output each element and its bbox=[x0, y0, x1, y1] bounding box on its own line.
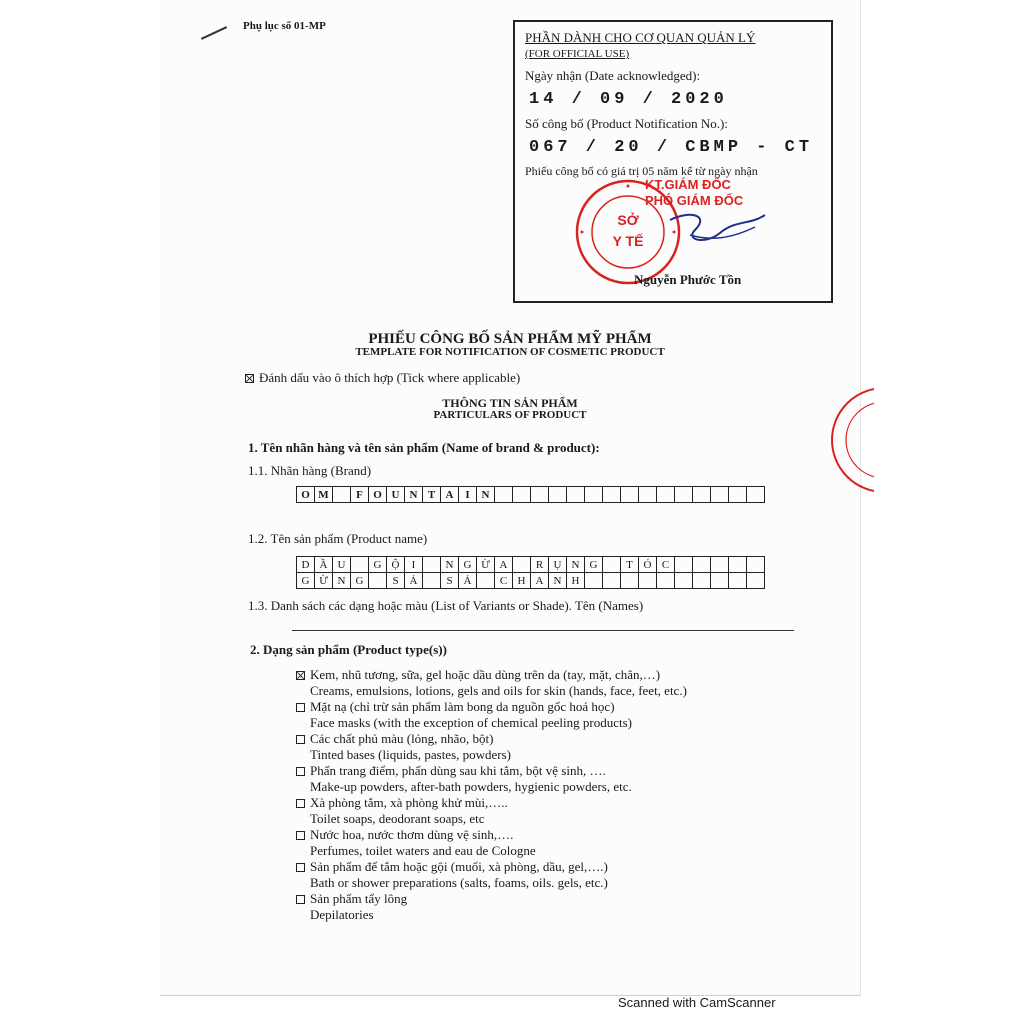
letter-cell[interactable]: N bbox=[333, 573, 351, 589]
letter-cell[interactable]: Ừ bbox=[477, 557, 495, 573]
letter-cell[interactable]: I bbox=[459, 487, 477, 503]
option-label-en: Bath or shower preparations (salts, foams, oils. gels, etc.) bbox=[310, 875, 608, 890]
letter-cell[interactable] bbox=[585, 573, 603, 589]
letter-cell[interactable]: G bbox=[369, 557, 387, 573]
letter-cell[interactable]: N bbox=[405, 487, 423, 503]
letter-cell[interactable]: G bbox=[459, 557, 477, 573]
letter-cell[interactable] bbox=[747, 557, 765, 573]
letter-cell[interactable]: I bbox=[405, 557, 423, 573]
checkbox-icon[interactable] bbox=[296, 703, 305, 712]
section-title: THÔNG TIN SẢN PHẨM bbox=[442, 396, 578, 410]
letter-cell[interactable]: H bbox=[567, 573, 585, 589]
checkbox-icon[interactable] bbox=[296, 799, 305, 808]
letter-cell[interactable]: O bbox=[369, 487, 387, 503]
product-type-option[interactable] bbox=[296, 699, 615, 715]
product-label: 1.2. Tên sản phẩm (Product name) bbox=[248, 531, 428, 546]
notification-label: Số công bố (Product Notification No.): bbox=[525, 116, 728, 131]
checked-box-icon bbox=[245, 374, 254, 383]
option-label-en: Perfumes, toilet waters and eau de Cologne bbox=[310, 843, 536, 858]
letter-cell[interactable] bbox=[513, 557, 531, 573]
product-type-option[interactable] bbox=[296, 731, 493, 747]
option-label-vi: Sản phẩm tẩy lông bbox=[310, 891, 408, 906]
letter-cell[interactable]: A bbox=[495, 557, 513, 573]
date-value: 14 / 09 / 2020 bbox=[529, 90, 728, 109]
letter-cell[interactable]: H bbox=[513, 573, 531, 589]
letter-cell[interactable]: Ầ bbox=[315, 557, 333, 573]
product-type-option[interactable] bbox=[296, 795, 508, 811]
letter-cell[interactable]: Ả bbox=[459, 573, 477, 589]
product-grid[interactable] bbox=[296, 556, 765, 589]
letter-cell[interactable] bbox=[351, 557, 369, 573]
product-type-option[interactable] bbox=[296, 859, 608, 875]
letter-cell[interactable]: Ó bbox=[639, 557, 657, 573]
option-label-vi: Xà phòng tắm, xà phòng khử mùi,….. bbox=[310, 795, 508, 810]
letter-cell[interactable] bbox=[693, 557, 711, 573]
option-label-en: Make-up powders, after-bath powders, hygienic powders, etc. bbox=[310, 779, 632, 794]
letter-cell[interactable] bbox=[585, 487, 603, 503]
signer-name: Nguyễn Phước Tồn bbox=[634, 272, 742, 287]
option-label-en: Toilet soaps, deodorant soaps, etc bbox=[310, 811, 485, 826]
letter-cell[interactable] bbox=[711, 557, 729, 573]
letter-cell[interactable] bbox=[603, 573, 621, 589]
signatory-title-2: PHÓ GIÁM ĐỐC bbox=[645, 193, 744, 208]
checkbox-icon[interactable] bbox=[296, 735, 305, 744]
letter-cell[interactable] bbox=[333, 487, 351, 503]
letter-cell[interactable] bbox=[675, 557, 693, 573]
letter-cell[interactable] bbox=[711, 487, 729, 503]
option-label-en: Face masks (with the exception of chemical peeling products) bbox=[310, 715, 633, 730]
checkbox-icon[interactable] bbox=[296, 831, 305, 840]
official-header-en: (FOR OFFICIAL USE) bbox=[525, 48, 630, 60]
letter-cell[interactable] bbox=[549, 487, 567, 503]
letter-cell[interactable]: T bbox=[621, 557, 639, 573]
letter-cell[interactable] bbox=[675, 487, 693, 503]
letter-cell[interactable] bbox=[747, 487, 765, 503]
product-type-option[interactable] bbox=[296, 891, 407, 907]
letter-cell[interactable]: Ả bbox=[405, 573, 423, 589]
letter-cell[interactable]: S bbox=[441, 573, 459, 589]
scanner-watermark: Scanned with CamScanner bbox=[618, 995, 776, 1010]
notification-value: 067 / 20 / CBMP - CT bbox=[529, 138, 814, 157]
letter-cell[interactable] bbox=[621, 573, 639, 589]
letter-cell[interactable] bbox=[423, 557, 441, 573]
letter-cell[interactable] bbox=[639, 487, 657, 503]
letter-cell[interactable] bbox=[603, 557, 621, 573]
letter-cell[interactable]: O bbox=[297, 487, 315, 503]
letter-cell[interactable] bbox=[495, 487, 513, 503]
letter-cell[interactable] bbox=[657, 487, 675, 503]
document-title-en: TEMPLATE FOR NOTIFICATION OF COSMETIC PRODUCT bbox=[355, 346, 665, 358]
product-type-option[interactable] bbox=[296, 763, 606, 779]
variants-label: 1.3. Danh sách các dạng hoặc màu (List of Variants or Shade). Tên (Names) bbox=[248, 598, 644, 613]
option-label-vi: Phấn trang điểm, phấn dùng sau khi tắm, bột vệ sinh, …. bbox=[310, 763, 606, 778]
letter-cell[interactable]: N bbox=[549, 573, 567, 589]
letter-cell[interactable] bbox=[693, 573, 711, 589]
letter-cell[interactable]: A bbox=[531, 573, 549, 589]
letter-cell[interactable] bbox=[639, 573, 657, 589]
letter-cell[interactable]: C bbox=[657, 557, 675, 573]
checkbox-icon[interactable] bbox=[296, 863, 305, 872]
option-label-en: Depilatories bbox=[310, 907, 374, 922]
letter-cell[interactable]: R bbox=[531, 557, 549, 573]
option-label-vi: Sản phẩm để tắm hoặc gội (muối, xà phòng, dầu, gel,….) bbox=[310, 859, 608, 874]
q1-heading: 1. Tên nhãn hàng và tên sản phẩm (Name of brand & product): bbox=[248, 440, 600, 455]
letter-cell[interactable] bbox=[675, 573, 693, 589]
letter-cell[interactable]: U bbox=[387, 487, 405, 503]
letter-cell[interactable] bbox=[513, 487, 531, 503]
brand-label: 1.1. Nhãn hàng (Brand) bbox=[248, 463, 372, 478]
variants-line bbox=[292, 630, 794, 631]
letter-cell[interactable] bbox=[693, 487, 711, 503]
option-label-en: Creams, emulsions, lotions, gels and oils for skin (hands, face, feet, etc.) bbox=[310, 683, 687, 698]
letter-cell[interactable] bbox=[423, 573, 441, 589]
option-label-vi: Mặt nạ (chỉ trừ sản phẩm làm bong da nguồn gốc hoá học) bbox=[310, 699, 615, 714]
letter-cell[interactable] bbox=[567, 487, 585, 503]
letter-cell[interactable]: Ụ bbox=[549, 557, 567, 573]
signature-icon bbox=[660, 205, 770, 250]
letter-cell[interactable] bbox=[729, 487, 747, 503]
section-title-en: PARTICULARS OF PRODUCT bbox=[433, 409, 587, 421]
official-header: PHẦN DÀNH CHO CƠ QUAN QUẢN LÝ bbox=[525, 30, 756, 45]
letter-cell[interactable]: Ộ bbox=[387, 557, 405, 573]
checkbox-icon[interactable] bbox=[296, 895, 305, 904]
letter-cell[interactable]: A bbox=[441, 487, 459, 503]
tick-instruction bbox=[245, 370, 520, 386]
annex-number: Phụ lục số 01-MP bbox=[243, 20, 326, 32]
tick-instruction-text: Đánh dấu vào ô thích hợp (Tick where applicable) bbox=[259, 370, 521, 385]
letter-cell[interactable] bbox=[711, 573, 729, 589]
letter-cell[interactable] bbox=[477, 573, 495, 589]
letter-cell[interactable] bbox=[729, 557, 747, 573]
validity-note: Phiếu công bố có giá trị 05 năm kể từ ngày nhận bbox=[525, 164, 758, 178]
letter-cell[interactable]: S bbox=[387, 573, 405, 589]
letter-cell[interactable] bbox=[369, 573, 387, 589]
letter-cell[interactable] bbox=[621, 487, 639, 503]
letter-cell[interactable]: F bbox=[351, 487, 369, 503]
letter-cell[interactable] bbox=[729, 573, 747, 589]
product-type-option[interactable] bbox=[296, 827, 513, 843]
seal-text-1: SỞ bbox=[617, 212, 639, 228]
letter-cell[interactable]: T bbox=[423, 487, 441, 503]
document-title: PHIẾU CÔNG BỐ SẢN PHẨM MỸ PHẨM bbox=[368, 331, 652, 347]
letter-cell[interactable]: N bbox=[477, 487, 495, 503]
letter-cell[interactable]: N bbox=[441, 557, 459, 573]
letter-cell[interactable]: Ừ bbox=[315, 573, 333, 589]
letter-cell[interactable] bbox=[603, 487, 621, 503]
letter-cell[interactable]: M bbox=[315, 487, 333, 503]
checked-box-icon[interactable] bbox=[296, 671, 305, 680]
brand-grid[interactable] bbox=[296, 486, 765, 503]
letter-cell[interactable]: N bbox=[567, 557, 585, 573]
date-label: Ngày nhận (Date acknowledged): bbox=[525, 68, 701, 83]
letter-cell[interactable]: C bbox=[495, 573, 513, 589]
letter-cell[interactable]: U bbox=[333, 557, 351, 573]
letter-cell[interactable] bbox=[747, 573, 765, 589]
option-label-vi: Nước hoa, nước thơm dùng vệ sinh,…. bbox=[310, 827, 514, 842]
letter-cell[interactable]: G bbox=[585, 557, 603, 573]
checkbox-icon[interactable] bbox=[296, 767, 305, 776]
option-label-vi: Các chất phủ màu (lỏng, nhão, bột) bbox=[310, 731, 494, 746]
letter-cell[interactable] bbox=[531, 487, 549, 503]
option-label-en: Tinted bases (liquids, pastes, powders) bbox=[310, 747, 512, 762]
letter-cell[interactable]: G bbox=[351, 573, 369, 589]
product-type-option[interactable] bbox=[296, 667, 660, 683]
letter-cell[interactable]: D bbox=[297, 557, 315, 573]
letter-cell[interactable]: G bbox=[297, 573, 315, 589]
option-label-vi: Kem, nhũ tương, sữa, gel hoặc dầu dùng trên da (tay, mặt, chân,…) bbox=[310, 667, 661, 682]
signatory-title-1: KT.GIÁM ĐỐC bbox=[645, 177, 731, 192]
q2-heading: 2. Dạng sản phẩm (Product type(s)) bbox=[250, 642, 447, 657]
letter-cell[interactable] bbox=[657, 573, 675, 589]
seal-text-2: Y TẾ bbox=[612, 233, 644, 249]
